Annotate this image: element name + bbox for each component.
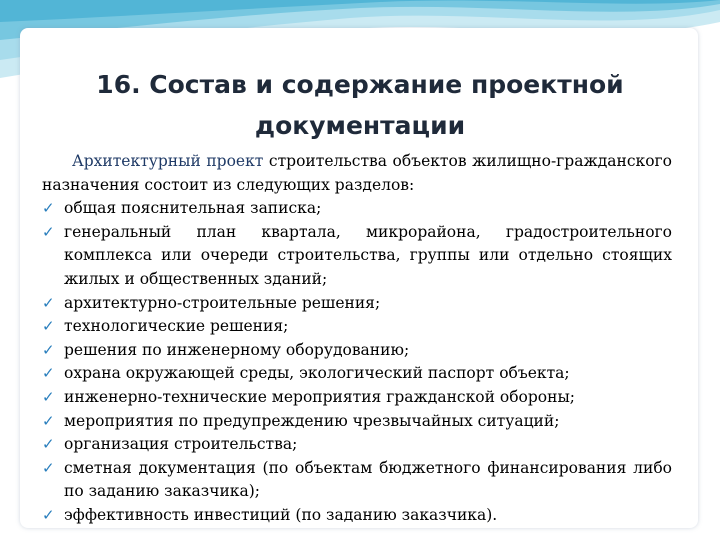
list-item <box>42 315 672 339</box>
list-item <box>42 339 672 363</box>
slide-title-line-2: документации <box>254 111 466 140</box>
list-item <box>42 457 672 504</box>
checkmark-icon: ✓ <box>42 387 55 406</box>
checkmark-icon: ✓ <box>42 458 55 477</box>
list-item-text: мероприятия по предупреждению чрезвычайных ситуаций; <box>64 411 560 430</box>
list-item-text: генеральный план квартала, микрорайона, градостроительного комплекса или очереди строительства, группы или отдельно стоящих жилых и общественных зданий; <box>64 222 672 288</box>
list-item <box>42 504 672 528</box>
slide-title-line-1: 16. Состав и содержание проектной <box>96 70 624 99</box>
intro-lead: Архитектурный проект <box>72 152 264 170</box>
list-item <box>42 221 672 292</box>
slide-title <box>60 64 660 146</box>
checkmark-icon: ✓ <box>42 505 55 524</box>
list-item-text: охрана окружающей среды, экологический паспорт объекта; <box>64 364 570 383</box>
list-item <box>42 197 672 221</box>
list-item-text: организация строительства; <box>64 435 298 454</box>
list-item <box>42 433 672 457</box>
list-item-text: сметная документация (по объектам бюджетного финансирования либо по заданию заказчика); <box>64 458 672 501</box>
checkmark-icon: ✓ <box>42 222 55 241</box>
list-item-text: архитектурно-строительные решения; <box>64 293 381 312</box>
intro-paragraph <box>42 150 672 197</box>
list-item <box>42 410 672 434</box>
section-list <box>42 197 672 527</box>
list-item-text: технологические решения; <box>64 317 289 336</box>
intro-rest: строительства объектов жилищно-гражданского назначения состоит из следующих разделов: <box>42 152 672 194</box>
list-item-text: общая пояснительная записка; <box>64 199 322 218</box>
checkmark-icon: ✓ <box>42 364 55 383</box>
list-item <box>42 362 672 386</box>
checkmark-icon: ✓ <box>42 435 55 454</box>
slide-body <box>42 150 672 528</box>
checkmark-icon: ✓ <box>42 340 55 359</box>
list-item <box>42 292 672 316</box>
checkmark-icon: ✓ <box>42 293 55 312</box>
list-item-text: инженерно-технические мероприятия гражданской обороны; <box>64 387 576 406</box>
checkmark-icon: ✓ <box>42 317 55 336</box>
list-item-text: эффективность инвестиций (по заданию заказчика). <box>64 505 498 524</box>
checkmark-icon: ✓ <box>42 199 55 218</box>
checkmark-icon: ✓ <box>42 411 55 430</box>
list-item-text: решения по инженерному оборудованию; <box>64 340 410 359</box>
list-item <box>42 386 672 410</box>
